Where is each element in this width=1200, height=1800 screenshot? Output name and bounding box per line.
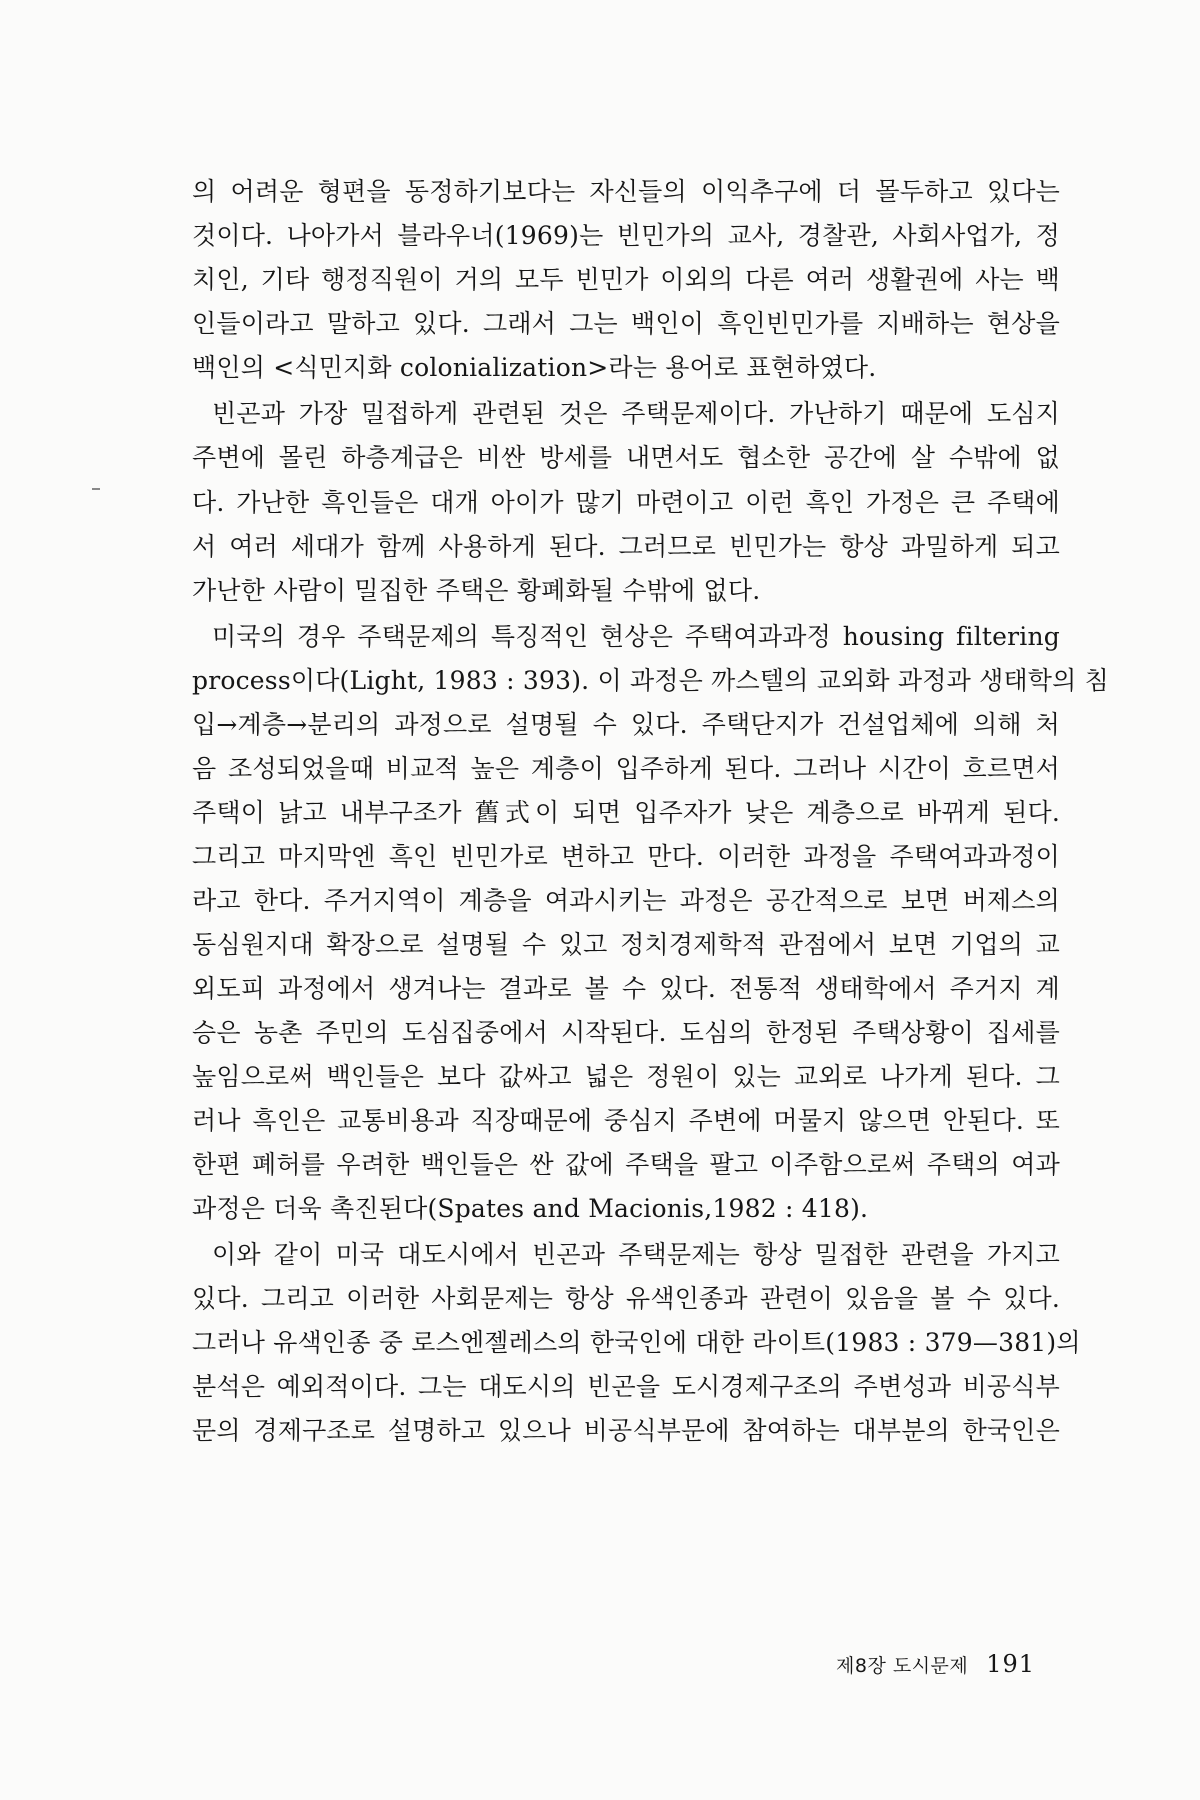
text-line: 라고 한다. 주거지역이 계층을 여과시키는 과정은 공간적으로 보면 버제스의 [192, 886, 1060, 915]
text-line: 가난한 사람이 밀집한 주택은 황폐화될 수밖에 없다. [192, 576, 761, 605]
text-line: 입→계층→분리의 과정으로 설명될 수 있다. 주택단지가 건설업체에 의해 처 [192, 710, 1060, 739]
text-line: 것이다. 나아가서 블라우너(1969)는 빈민가의 교사, 경찰관, 사회사업가, 정 [192, 221, 1060, 250]
paragraph-first-line: 이와 같이 미국 대도시에서 빈곤과 주택문제는 항상 밀접한 관련을 가지고 [212, 1240, 1060, 1269]
text-line: 승은 농촌 주민의 도심집중에서 시작된다. 도심의 한정된 주택상황이 집세를 [192, 1018, 1060, 1047]
text-line: 주변에 몰린 하층계급은 비싼 방세를 내면서도 협소한 공간에 살 수밖에 없 [192, 443, 1060, 472]
page-footer [836, 1650, 1035, 1680]
text-line: 음 조성되었을때 비교적 높은 계층이 입주하게 된다. 그러나 시간이 흐르면서 [192, 754, 1060, 783]
text-line: 다. 가난한 흑인들은 대개 아이가 많기 마련이고 이런 흑인 가정은 큰 주택에 [192, 488, 1060, 517]
text-line: 분석은 예외적이다. 그는 대도시의 빈곤을 도시경제구조의 주변성과 비공식부 [192, 1372, 1060, 1401]
running-footer-chapter: 제8장 도시문제 [836, 1655, 969, 1677]
text-line: 백인의 <식민지화 colonialization>라는 용어로 표현하였다. [192, 353, 877, 382]
text-line: 있다. 그리고 이러한 사회문제는 항상 유색인종과 관련이 있음을 볼 수 있다. [192, 1284, 1060, 1313]
text-line: 외도피 과정에서 생겨나는 결과로 볼 수 있다. 전통적 생태학에서 주거지 계 [192, 974, 1060, 1003]
text-line: 문의 경제구조로 설명하고 있으나 비공식부문에 참여하는 대부분의 한국인은 [192, 1416, 1060, 1445]
text-line: 그리고 마지막엔 흑인 빈민가로 변하고 만다. 이러한 과정을 주택여과과정이 [192, 842, 1060, 871]
text-line: 과정은 더욱 촉진된다(Spates and Macionis,1982 : 418). [192, 1194, 869, 1223]
text-line: 서 여러 세대가 함께 사용하게 된다. 그러므로 빈민가는 항상 과밀하게 되고 [192, 532, 1060, 561]
text-line: 높임으로써 백인들은 보다 값싸고 넓은 정원이 있는 교외로 나가게 된다. 그 [192, 1062, 1060, 1091]
page-number: 191 [986, 1650, 1036, 1678]
text-line: 그러나 유색인종 중 로스엔젤레스의 한국인에 대한 라이트(1983 : 379—381)의 [192, 1328, 1081, 1357]
text-line: 동심원지대 확장으로 설명될 수 있고 정치경제학적 관점에서 보면 기업의 교 [192, 930, 1060, 959]
text-line: 주택이 낡고 내부구조가 舊式이 되면 입주자가 낮은 계층으로 바뀌게 된다. [192, 798, 1060, 827]
text-line: 의 어려운 형편을 동정하기보다는 자신들의 이익추구에 더 몰두하고 있다는 [192, 177, 1060, 206]
paragraph-first-line: 빈곤과 가장 밀접하게 관련된 것은 주택문제이다. 가난하기 때문에 도심지 [212, 399, 1060, 428]
text-line: 한편 폐허를 우려한 백인들은 싼 값에 주택을 팔고 이주함으로써 주택의 여과 [192, 1150, 1060, 1179]
paragraph-first-line: 미국의 경우 주택문제의 특징적인 현상은 주택여과과정 housing filtering [212, 622, 1060, 651]
text-line: 인들이라고 말하고 있다. 그래서 그는 백인이 흑인빈민가를 지배하는 현상을 [192, 309, 1060, 338]
text-line: process이다(Light, 1983 : 393). 이 과정은 까스텔의 교외화 과정과 생태학의 침 [192, 666, 1109, 695]
text-line: 러나 흑인은 교통비용과 직장때문에 중심지 주변에 머물지 않으면 안된다. 또 [192, 1106, 1060, 1135]
text-line: 치인, 기타 행정직원이 거의 모두 빈민가 이외의 다른 여러 생활권에 사는 백 [192, 265, 1060, 294]
